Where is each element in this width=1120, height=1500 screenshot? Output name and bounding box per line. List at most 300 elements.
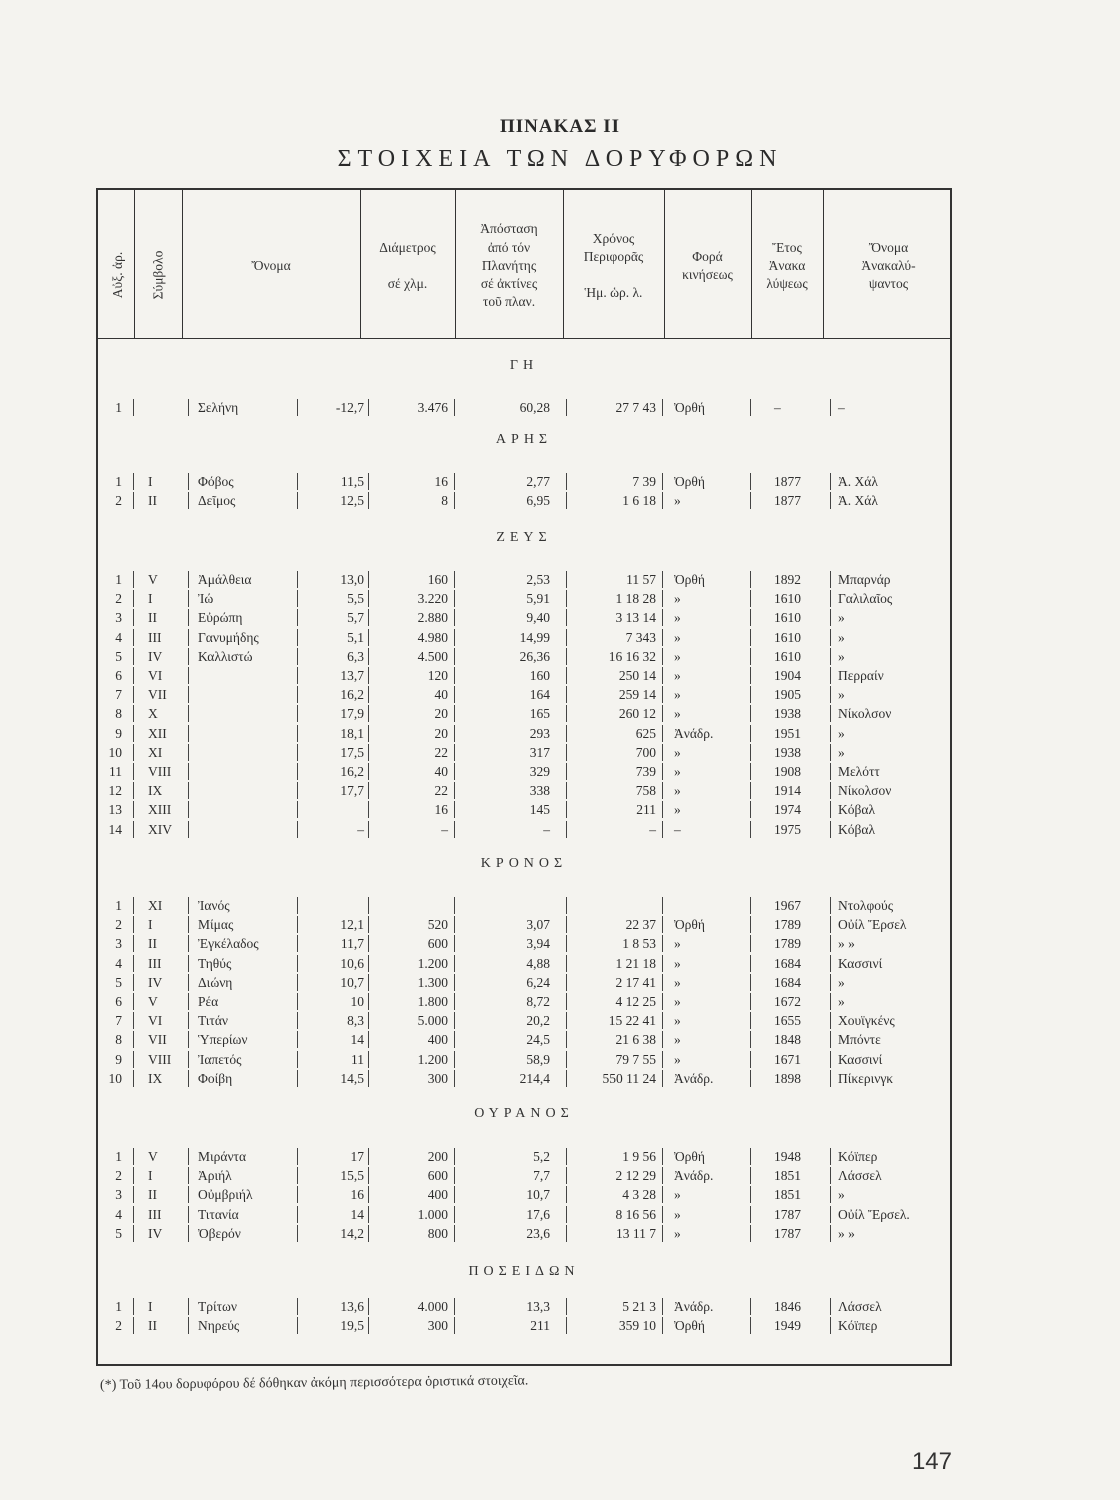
cell-orb: 22 37 bbox=[625, 917, 656, 933]
column-rule bbox=[454, 935, 455, 952]
column-rule bbox=[297, 1298, 298, 1315]
column-rule bbox=[454, 763, 455, 780]
column-rule bbox=[750, 1012, 751, 1029]
cell-num: 1 bbox=[115, 1299, 122, 1314]
cell-orb: 13 11 7 bbox=[616, 1225, 656, 1241]
cell-motion: » bbox=[674, 1187, 681, 1203]
table-row bbox=[0, 1030, 1120, 1049]
column-rule bbox=[662, 629, 663, 646]
column-rule bbox=[662, 955, 663, 972]
cell-per: 211 bbox=[530, 1318, 550, 1334]
column-rule bbox=[566, 897, 567, 914]
cell-sym: I bbox=[148, 917, 153, 933]
column-rule bbox=[188, 725, 189, 742]
column-rule bbox=[830, 935, 831, 952]
column-rule bbox=[133, 763, 134, 780]
cell-dia: 13,7 bbox=[340, 668, 364, 683]
cell-motion: Ὀρθή bbox=[674, 1318, 705, 1334]
cell-motion: Ἀνάδρ. bbox=[674, 1168, 714, 1184]
column-rule bbox=[662, 1225, 663, 1242]
column-rule bbox=[188, 801, 189, 818]
cell-dia: 14 bbox=[350, 1032, 364, 1048]
column-rule bbox=[368, 993, 369, 1010]
cell-year: 1904 bbox=[774, 668, 801, 683]
cell-dist: 40 bbox=[434, 687, 448, 703]
column-rule bbox=[566, 629, 567, 646]
cell-dia: 5,7 bbox=[347, 610, 364, 626]
table-row bbox=[0, 1224, 1120, 1243]
cell-orb: 11 57 bbox=[626, 572, 656, 587]
column-rule bbox=[368, 571, 369, 588]
cell-per: 23,6 bbox=[526, 1225, 550, 1241]
cell-year: 1671 bbox=[774, 1051, 801, 1067]
column-rule bbox=[133, 955, 134, 972]
column-rule bbox=[188, 1148, 189, 1165]
header-name: Ὄνομα bbox=[251, 257, 291, 273]
cell-per: 6,24 bbox=[526, 974, 550, 990]
column-rule bbox=[750, 1186, 751, 1203]
cell-name: Μιράντα bbox=[198, 1149, 247, 1164]
cell-motion: » bbox=[674, 994, 681, 1009]
cell-name: Ἀριήλ bbox=[198, 1168, 232, 1184]
table-row bbox=[0, 915, 1120, 934]
cell-disc: Ντολφούς bbox=[838, 898, 894, 913]
column-rule bbox=[750, 916, 751, 933]
cell-year: – bbox=[774, 400, 781, 415]
cell-dia: 17,9 bbox=[340, 706, 364, 722]
cell-dia: 16,2 bbox=[340, 687, 364, 703]
column-rule bbox=[188, 705, 189, 722]
column-rule bbox=[297, 955, 298, 972]
cell-num: 7 bbox=[115, 687, 122, 703]
column-rule bbox=[133, 1148, 134, 1165]
column-rule bbox=[297, 648, 298, 665]
cell-year: 1851 bbox=[774, 1168, 801, 1184]
cell-num: 4 bbox=[115, 1206, 122, 1222]
cell-dist: 4.500 bbox=[417, 648, 448, 664]
cell-dist: 400 bbox=[427, 1187, 448, 1203]
cell-year: 1846 bbox=[774, 1299, 801, 1314]
cell-per: 20,2 bbox=[526, 1013, 550, 1029]
cell-year: 1905 bbox=[774, 687, 801, 703]
cell-dist: 4.000 bbox=[417, 1299, 448, 1314]
cell-motion: » bbox=[674, 591, 681, 607]
column-rule bbox=[566, 935, 567, 952]
table-row bbox=[0, 608, 1120, 627]
column-rule bbox=[297, 916, 298, 933]
cell-dist: 20 bbox=[434, 725, 448, 741]
column-rule bbox=[750, 686, 751, 703]
column-rule bbox=[454, 1317, 455, 1334]
column-rule bbox=[830, 609, 831, 626]
cell-motion: » bbox=[674, 687, 681, 703]
column-rule bbox=[750, 993, 751, 1010]
cell-num: 8 bbox=[115, 706, 122, 722]
cell-year: 1892 bbox=[774, 572, 801, 587]
column-rule bbox=[662, 473, 663, 490]
column-rule bbox=[454, 916, 455, 933]
column-rule bbox=[662, 744, 663, 761]
column-rule bbox=[368, 1051, 369, 1068]
column-rule bbox=[133, 473, 134, 490]
cell-per: 9,40 bbox=[526, 610, 550, 626]
cell-per: 8,72 bbox=[526, 994, 550, 1009]
cell-year: 1967 bbox=[774, 898, 801, 913]
cell-motion: » bbox=[674, 955, 681, 971]
cell-per: 7,7 bbox=[533, 1168, 550, 1184]
column-rule bbox=[566, 725, 567, 742]
column-rule bbox=[662, 705, 663, 722]
table-row bbox=[0, 1050, 1120, 1069]
column-rule bbox=[368, 1298, 369, 1315]
cell-disc: Μπαρνάρ bbox=[838, 572, 891, 587]
cell-num: 1 bbox=[115, 400, 122, 415]
cell-name: Τρίτων bbox=[198, 1299, 238, 1314]
cell-num: 2 bbox=[115, 1168, 122, 1184]
cell-year: 1848 bbox=[774, 1032, 801, 1048]
cell-num: 10 bbox=[108, 744, 122, 760]
cell-dist: 5.000 bbox=[417, 1013, 448, 1029]
cell-orb: 4 3 28 bbox=[622, 1187, 656, 1203]
table-row bbox=[0, 781, 1120, 800]
column-rule bbox=[368, 1186, 369, 1203]
column-rule bbox=[566, 1298, 567, 1315]
cell-year: 1974 bbox=[774, 802, 801, 818]
cell-per: 10,7 bbox=[526, 1187, 550, 1203]
cell-num: 9 bbox=[115, 725, 122, 741]
cell-disc: » bbox=[838, 744, 845, 760]
column-rule bbox=[188, 686, 189, 703]
cell-dia: 13,6 bbox=[340, 1299, 364, 1314]
column-rule bbox=[750, 725, 751, 742]
cell-per: 3,94 bbox=[526, 936, 550, 952]
cell-year: 1951 bbox=[774, 725, 801, 741]
cell-motion: Ὀρθή bbox=[674, 917, 705, 933]
column-rule bbox=[297, 1148, 298, 1165]
cell-orb: 2 12 29 bbox=[615, 1168, 656, 1184]
column-rule bbox=[662, 667, 663, 684]
column-rule bbox=[133, 609, 134, 626]
cell-sym: III bbox=[148, 1206, 162, 1222]
cell-year: 1975 bbox=[774, 821, 801, 837]
cell-sym: V bbox=[148, 994, 158, 1009]
column-rule bbox=[133, 782, 134, 799]
cell-num: 2 bbox=[115, 1318, 122, 1334]
column-rule bbox=[830, 1012, 831, 1029]
planet-heading: ΖΕΥΣ bbox=[496, 530, 552, 545]
column-rule bbox=[662, 1051, 663, 1068]
column-rule bbox=[750, 935, 751, 952]
cell-dia: 14,2 bbox=[340, 1225, 364, 1241]
column-rule bbox=[297, 1012, 298, 1029]
cell-disc: Ἀ. Χάλ bbox=[838, 474, 878, 489]
cell-num: 7 bbox=[115, 1013, 122, 1029]
column-rule bbox=[133, 648, 134, 665]
cell-dist: 1.000 bbox=[417, 1206, 448, 1222]
column-rule bbox=[133, 1051, 134, 1068]
column-rule bbox=[454, 744, 455, 761]
column-rule bbox=[297, 993, 298, 1010]
column-rule bbox=[133, 974, 134, 991]
cell-sym: I bbox=[148, 1168, 153, 1184]
column-rule bbox=[662, 1206, 663, 1223]
cell-per: 4,88 bbox=[526, 955, 550, 971]
column-rule bbox=[750, 399, 751, 416]
cell-orb: 550 11 24 bbox=[602, 1070, 656, 1086]
column-rule bbox=[297, 1167, 298, 1184]
cell-motion: » bbox=[674, 936, 681, 952]
column-rule bbox=[454, 590, 455, 607]
column-rule bbox=[133, 686, 134, 703]
cell-num: 13 bbox=[108, 802, 122, 818]
column-rule bbox=[566, 492, 567, 509]
column-rule bbox=[133, 1031, 134, 1048]
column-rule bbox=[188, 1167, 189, 1184]
cell-dist: 16 bbox=[434, 802, 448, 818]
table-row bbox=[0, 1011, 1120, 1030]
column-rule bbox=[454, 667, 455, 684]
column-rule bbox=[454, 725, 455, 742]
column-rule bbox=[566, 1070, 567, 1087]
cell-name: Τιτάν bbox=[198, 1013, 229, 1029]
cell-name: Γανυμήδης bbox=[198, 629, 259, 645]
column-rule bbox=[750, 667, 751, 684]
cell-year: 1938 bbox=[774, 744, 801, 760]
cell-year: 1789 bbox=[774, 936, 801, 952]
table-row bbox=[0, 896, 1120, 915]
cell-name: Μίμας bbox=[198, 917, 234, 933]
cell-sym: I bbox=[148, 474, 153, 489]
cell-orb: 79 7 55 bbox=[615, 1051, 656, 1067]
column-rule bbox=[830, 744, 831, 761]
column-rule bbox=[662, 492, 663, 509]
column-rule bbox=[368, 1148, 369, 1165]
cell-motion: Ἀνάδρ. bbox=[674, 1299, 714, 1314]
cell-num: 3 bbox=[115, 936, 122, 952]
column-rule bbox=[297, 1031, 298, 1048]
cell-year: 1851 bbox=[774, 1187, 801, 1203]
column-rule bbox=[566, 993, 567, 1010]
column-rule bbox=[830, 705, 831, 722]
column-rule bbox=[454, 993, 455, 1010]
cell-num: 1 bbox=[115, 898, 122, 913]
column-rule bbox=[454, 648, 455, 665]
footnote: (*) Τοῦ 14ου δορυφόρου δέ δόθηκαν ἀκόμη περισσότερα ὁριστικά στοιχεῖα. bbox=[99, 1373, 529, 1393]
cell-dist: 1.200 bbox=[417, 1051, 448, 1067]
cell-orb: 3 13 14 bbox=[615, 610, 656, 626]
cell-per: 293 bbox=[529, 725, 550, 741]
cell-orb: 15 22 41 bbox=[608, 1013, 656, 1029]
column-rule bbox=[454, 571, 455, 588]
column-rule bbox=[830, 1298, 831, 1315]
cell-sym: II bbox=[148, 1187, 157, 1203]
cell-disc: » bbox=[838, 648, 845, 664]
column-rule bbox=[566, 686, 567, 703]
column-rule bbox=[368, 725, 369, 742]
column-rule bbox=[830, 648, 831, 665]
column-rule bbox=[566, 955, 567, 972]
column-rule bbox=[368, 629, 369, 646]
column-rule bbox=[662, 782, 663, 799]
cell-motion: Ὀρθή bbox=[674, 400, 705, 415]
cell-dia: 16 bbox=[350, 1187, 364, 1203]
cell-disc: » bbox=[838, 629, 845, 645]
cell-dia: 11,5 bbox=[340, 474, 364, 489]
column-rule bbox=[297, 1186, 298, 1203]
column-rule bbox=[830, 492, 831, 509]
cell-sym: IX bbox=[148, 1070, 163, 1086]
planet-heading: ΠΟΣΕΙΔΩΝ bbox=[468, 1264, 580, 1279]
column-rule bbox=[566, 1031, 567, 1048]
cell-year: 1877 bbox=[774, 493, 801, 509]
cell-dia: 8,3 bbox=[347, 1013, 364, 1029]
cell-disc: Μπόντε bbox=[838, 1032, 881, 1048]
cell-sym: VI bbox=[148, 668, 163, 683]
column-rule bbox=[188, 935, 189, 952]
cell-orb: 758 bbox=[635, 783, 656, 799]
column-rule bbox=[188, 1012, 189, 1029]
column-rule bbox=[368, 1012, 369, 1029]
cell-dia: 10,7 bbox=[340, 974, 364, 990]
cell-num: 1 bbox=[115, 572, 122, 587]
table-row bbox=[0, 647, 1120, 666]
column-rule bbox=[368, 492, 369, 509]
cell-dia: 19,5 bbox=[340, 1318, 364, 1334]
column-rule bbox=[454, 897, 455, 914]
cell-dist: 3.220 bbox=[417, 591, 448, 607]
cell-disc: – bbox=[838, 400, 845, 415]
column-rule bbox=[133, 897, 134, 914]
cell-disc: Χουϊγκένς bbox=[838, 1013, 895, 1029]
cell-dist: 800 bbox=[427, 1225, 448, 1241]
column-rule bbox=[662, 801, 663, 818]
cell-year: 1684 bbox=[774, 955, 801, 971]
column-rule bbox=[188, 1317, 189, 1334]
cell-disc: » bbox=[838, 1187, 845, 1203]
column-rule bbox=[297, 821, 298, 838]
cell-orb: 8 16 56 bbox=[615, 1206, 656, 1222]
cell-year: 1877 bbox=[774, 474, 801, 489]
column-rule bbox=[188, 1186, 189, 1203]
column-rule bbox=[662, 1070, 663, 1087]
table-row bbox=[0, 992, 1120, 1011]
page-title: ΠΙΝΑΚΑΣ ΙΙ bbox=[499, 116, 621, 137]
cell-disc: Πίκερινγκ bbox=[838, 1070, 894, 1086]
table-row bbox=[0, 800, 1120, 819]
table-row bbox=[0, 704, 1120, 723]
column-rule bbox=[750, 571, 751, 588]
column-rule bbox=[566, 667, 567, 684]
cell-year: 1789 bbox=[774, 917, 801, 933]
column-rule bbox=[566, 763, 567, 780]
cell-num: 5 bbox=[115, 1225, 122, 1241]
cell-orb: 1 21 18 bbox=[615, 955, 656, 971]
cell-dist: 1.300 bbox=[417, 974, 448, 990]
column-rule bbox=[662, 725, 663, 742]
column-rule bbox=[368, 590, 369, 607]
column-rule bbox=[297, 763, 298, 780]
cell-dist: 300 bbox=[427, 1318, 448, 1334]
cell-name: Ὑπερίων bbox=[198, 1032, 248, 1048]
cell-dist: 400 bbox=[427, 1032, 448, 1048]
cell-motion: » bbox=[674, 974, 681, 990]
column-rule bbox=[368, 821, 369, 838]
cell-name: Ἰώ bbox=[198, 591, 214, 607]
cell-per: 5,91 bbox=[526, 591, 550, 607]
cell-motion: Ὀρθή bbox=[674, 474, 705, 489]
page-number: 147 bbox=[911, 1448, 952, 1475]
cell-disc: Μελόττ bbox=[838, 764, 880, 779]
column-rule bbox=[454, 1012, 455, 1029]
cell-sym: VII bbox=[148, 1032, 167, 1048]
cell-dia: 13,0 bbox=[340, 572, 364, 587]
column-rule bbox=[188, 571, 189, 588]
cell-num: 9 bbox=[115, 1051, 122, 1067]
column-rule bbox=[566, 821, 567, 838]
table-row bbox=[0, 570, 1120, 589]
cell-orb: 2 17 41 bbox=[615, 974, 656, 990]
header-motion: Φορά κινήσεως bbox=[682, 248, 733, 282]
cell-num: 8 bbox=[115, 1032, 122, 1048]
cell-disc: Γαλιλαῖος bbox=[838, 591, 893, 607]
column-rule bbox=[830, 667, 831, 684]
column-rule bbox=[662, 763, 663, 780]
column-rule bbox=[454, 492, 455, 509]
column-rule bbox=[188, 590, 189, 607]
cell-sym: XIII bbox=[148, 802, 172, 818]
table-row bbox=[0, 954, 1120, 973]
column-rule bbox=[133, 629, 134, 646]
cell-dia: 18,1 bbox=[340, 725, 364, 741]
cell-orb: 625 bbox=[635, 725, 656, 741]
column-rule bbox=[368, 974, 369, 991]
cell-per: 317 bbox=[529, 744, 550, 760]
column-rule bbox=[566, 974, 567, 991]
cell-sym: VII bbox=[148, 687, 167, 703]
column-rule bbox=[566, 916, 567, 933]
cell-motion: » bbox=[674, 1051, 681, 1067]
page-subtitle: ΣΤΟΙΧΕΙΑ ΤΩΝ ΔΟΡΥΦΟΡΩΝ bbox=[337, 146, 783, 172]
cell-dia: 11,7 bbox=[340, 936, 364, 952]
column-rule bbox=[297, 744, 298, 761]
column-rule bbox=[368, 1206, 369, 1223]
column-rule bbox=[662, 1167, 663, 1184]
column-rule bbox=[454, 473, 455, 490]
cell-disc: Κόϊπερ bbox=[838, 1318, 878, 1334]
cell-orb: 259 14 bbox=[618, 687, 656, 703]
column-rule bbox=[750, 629, 751, 646]
column-rule bbox=[750, 1206, 751, 1223]
cell-orb: – bbox=[649, 821, 656, 837]
column-rule bbox=[297, 590, 298, 607]
table-row bbox=[0, 628, 1120, 647]
column-rule bbox=[297, 1206, 298, 1223]
column-rule bbox=[133, 725, 134, 742]
cell-orb: 5 21 3 bbox=[622, 1299, 656, 1314]
table-row bbox=[0, 820, 1120, 839]
column-rule bbox=[454, 974, 455, 991]
cell-disc: Κόϊπερ bbox=[838, 1149, 878, 1164]
cell-sym: II bbox=[148, 1318, 157, 1334]
cell-year: 1948 bbox=[774, 1149, 801, 1164]
column-rule bbox=[188, 897, 189, 914]
cell-dia: 12,1 bbox=[340, 917, 364, 933]
cell-dist: 1.200 bbox=[417, 955, 448, 971]
cell-num: 1 bbox=[115, 1149, 122, 1164]
column-rule bbox=[830, 399, 831, 416]
column-rule bbox=[454, 801, 455, 818]
cell-orb: 16 16 32 bbox=[608, 648, 656, 664]
